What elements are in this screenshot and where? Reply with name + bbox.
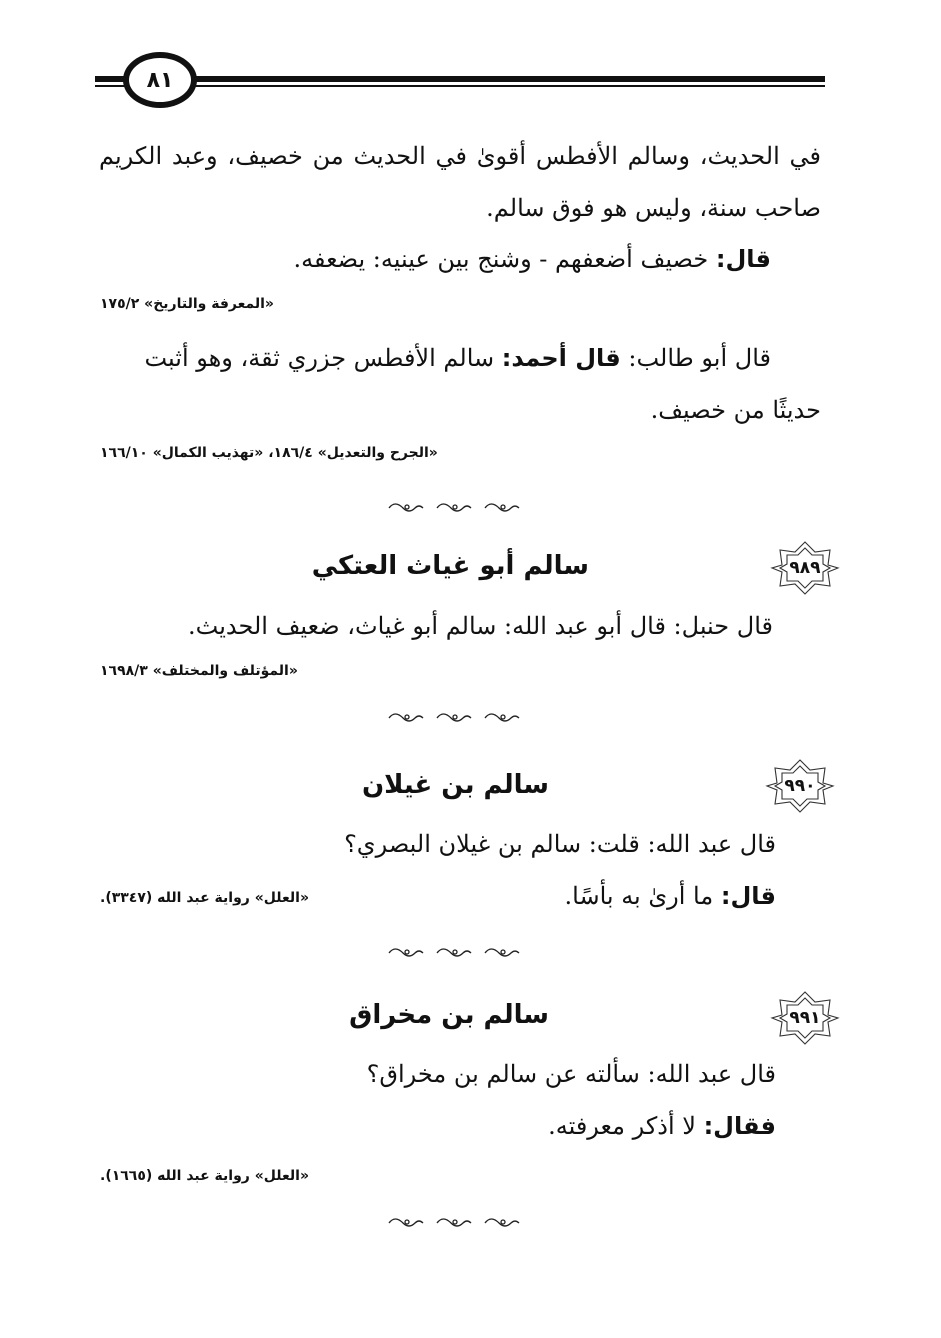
entry-line-text: قال عبد الله: سألته عن سالم بن مخراق؟: [366, 1060, 776, 1088]
entry-title: سالم أبو غياث العتكي: [311, 551, 589, 581]
citation-source: «المؤتلف والمختلف» ١٦٩٨/٣: [100, 663, 298, 679]
qal-label: قال:: [715, 245, 771, 273]
section-divider-ornament: [385, 945, 535, 959]
citation-source: «العلل» رواية عبد الله (٣٣٤٧).: [100, 890, 309, 906]
intro-paragraph-text: في الحديث، وسالم الأفطس أقوىٰ في الحديث من خصيف، وعبد الكريم صاحب سنة، وليس هو فوق سالم.: [99, 142, 821, 222]
header-rule: [95, 76, 825, 88]
qal-label: فقال:: [703, 1112, 776, 1140]
page-number: ٨١: [146, 67, 174, 93]
entry-number-badge: [770, 990, 840, 1046]
citation-source: «الجرح والتعديل» ١٨٦/٤، «تهذيب الكمال» ١٦٦/١٠: [100, 445, 438, 461]
qal-text: ما أرىٰ به بأسًا.: [564, 882, 714, 910]
entry-line: [344, 818, 776, 870]
citation-source: «العلل» رواية عبد الله (١٦٦٥).: [100, 1168, 309, 1184]
entry-line-text: قال حنبل: قال أبو عبد الله: سالم أبو غياث، ضعيف الحديث.: [188, 612, 773, 640]
section-divider-ornament: [385, 710, 535, 724]
qal-text: خصيف أضعفهم - وشنج بين عينيه: يضعفه.: [293, 245, 709, 273]
entry-number: ٩٨٩: [789, 558, 821, 578]
abu-talib-line-1: [144, 332, 771, 384]
citation-source: «المعرفة والتاريخ» ١٧٥/٢: [100, 296, 274, 312]
abu-talib-text: سالم الأفطس جزري ثقة، وهو أثبت: [144, 344, 495, 372]
intro-paragraph: [99, 130, 821, 234]
entry-number: ٩٩٠: [784, 776, 816, 796]
entry-title: سالم بن مخراق: [349, 1000, 549, 1030]
intro-qal-line: [293, 233, 771, 285]
entry-number-badge: [765, 758, 835, 814]
page-header: [95, 52, 825, 112]
section-divider-ornament: [385, 500, 535, 514]
abu-talib-prefix: قال أبو طالب:: [628, 344, 771, 372]
qal-text: لا أذكر معرفته.: [548, 1112, 696, 1140]
qal-label: قال:: [720, 882, 776, 910]
abu-talib-line-2: [651, 384, 821, 436]
entry-qal-line: [548, 1100, 776, 1152]
entry-number-badge: [770, 540, 840, 596]
qal-ahmad-label: قال أحمد:: [501, 344, 621, 372]
entry-line-text: قال عبد الله: قلت: سالم بن غيلان البصري؟: [344, 830, 776, 858]
page-number-badge: [123, 52, 197, 108]
entry-title: سالم بن غيلان: [361, 770, 549, 800]
entry-qal-line: [565, 870, 776, 922]
section-divider-ornament: [385, 1215, 535, 1229]
abu-talib-text-2: حديثًا من خصيف.: [650, 396, 821, 424]
entry-line: [367, 1048, 776, 1100]
entry-line: [188, 600, 773, 652]
entry-number: ٩٩١: [789, 1008, 821, 1028]
